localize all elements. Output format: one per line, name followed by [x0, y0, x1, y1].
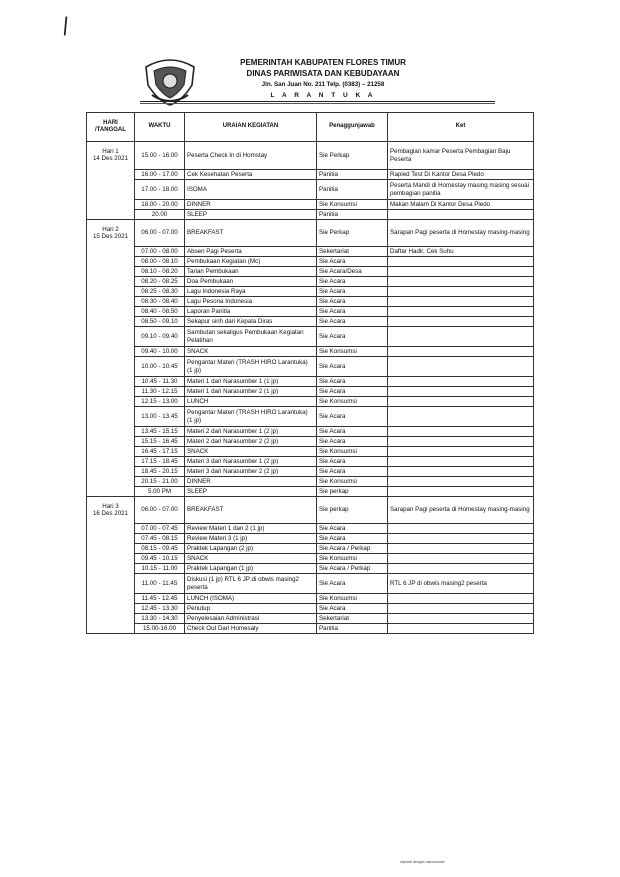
day-cell — [87, 574, 135, 594]
time-cell: 08.25 - 08.30 — [135, 287, 185, 297]
pic-cell: Sie perkap — [317, 487, 388, 497]
time-cell: 09.45 - 10.15 — [135, 554, 185, 564]
note-cell: Makan Malam Di Kantor Desa Pledo — [388, 200, 534, 210]
time-cell: 07.45 - 08.15 — [135, 534, 185, 544]
day-cell — [87, 317, 135, 327]
activity-cell: Materi 3 dari Narasumber 1 (2 jp) — [185, 457, 317, 467]
day-cell — [87, 297, 135, 307]
activity-cell: Pengantar Materi (TRASH HIRO Larantuka) (1 jp) — [185, 357, 317, 377]
note-cell — [388, 594, 534, 604]
day-cell — [87, 457, 135, 467]
day-cell — [87, 554, 135, 564]
day-cell — [87, 347, 135, 357]
note-cell — [388, 624, 534, 634]
activity-cell: Pembukaan Kegiatan (Mc) — [185, 257, 317, 267]
activity-cell: Tarian Pembukaan — [185, 267, 317, 277]
table-row — [87, 377, 534, 387]
pic-cell: Sie Acara — [317, 604, 388, 614]
table-row — [87, 220, 534, 247]
time-cell: 20.00 — [135, 210, 185, 220]
pic-cell: Sie perkap — [317, 497, 388, 524]
day-cell — [87, 614, 135, 624]
pic-cell: Sie Acara — [317, 327, 388, 347]
pic-cell: Sie Konsumsi — [317, 554, 388, 564]
day-cell — [87, 437, 135, 447]
note-cell: Rapied Test Di Kantor Desa Pledo — [388, 170, 534, 180]
pic-cell: Sie Acara — [317, 357, 388, 377]
activity-cell: Materi 2 dari Narasumber 1 (2 jp) — [185, 427, 317, 437]
pic-cell: Sie Perkap — [317, 142, 388, 170]
pic-cell: Panitia — [317, 180, 388, 200]
table-row — [87, 534, 534, 544]
pic-cell: Sie Acara / Perkap — [317, 564, 388, 574]
pic-cell: Sie Acara — [317, 257, 388, 267]
pic-cell: Sie Acara — [317, 534, 388, 544]
note-cell — [388, 287, 534, 297]
note-cell — [388, 397, 534, 407]
note-cell: Peserta Mandi di Homestay masing masing sesuai pembagian panitia — [388, 180, 534, 200]
activity-cell: Doa Pembukaan — [185, 277, 317, 287]
table-row — [87, 347, 534, 357]
time-cell: 20.15 - 21.00 — [135, 477, 185, 487]
header-rule-thin — [140, 103, 495, 104]
col-time-header: WAKTU — [135, 113, 185, 142]
activity-cell: Praktek Lapangan (2 jp) — [185, 544, 317, 554]
day-cell — [87, 397, 135, 407]
table-row — [87, 624, 534, 634]
note-cell — [388, 457, 534, 467]
time-cell: 12.45 - 13.30 — [135, 604, 185, 614]
time-cell: 10.15 - 11.00 — [135, 564, 185, 574]
pic-cell: Sekertariat — [317, 614, 388, 624]
activity-cell: SNACK — [185, 447, 317, 457]
note-cell — [388, 554, 534, 564]
activity-cell: Absen Pagi Peserta — [185, 247, 317, 257]
activity-cell: Diskusi (1 jp) RTL 6 JP di obwis masing2 peserta — [185, 574, 317, 594]
col-note-header: Ket — [388, 113, 534, 142]
col-activity-header: URAIAN KEGIATAN — [185, 113, 317, 142]
header-rule — [140, 101, 495, 102]
col-day-header: HARI /TANGGAL — [87, 113, 135, 142]
pic-cell: Sie Acara / Perkap — [317, 544, 388, 554]
emblem-logo — [142, 55, 198, 107]
col-pic-header: Penaggunjawab — [317, 113, 388, 142]
day-cell — [87, 477, 135, 487]
table-header-row — [87, 113, 534, 142]
pic-cell: Sie Acara — [317, 317, 388, 327]
table-row — [87, 447, 534, 457]
note-cell: Daftar Hadir, Cek Suhu — [388, 247, 534, 257]
day-cell — [87, 267, 135, 277]
time-cell: 10.00 - 10.45 — [135, 357, 185, 377]
activity-cell: BREAKFAST — [185, 497, 317, 524]
day-cell — [87, 357, 135, 377]
activity-cell: Laporan Panitia — [185, 307, 317, 317]
note-cell — [388, 487, 534, 497]
note-cell — [388, 477, 534, 487]
activity-cell: SNACK — [185, 347, 317, 357]
day-cell — [87, 487, 135, 497]
day-cell — [87, 377, 135, 387]
note-cell — [388, 267, 534, 277]
day-cell — [87, 467, 135, 477]
day-cell — [87, 287, 135, 297]
day-cell — [87, 427, 135, 437]
day-cell — [87, 407, 135, 427]
schedule-table — [86, 112, 534, 634]
note-cell — [388, 564, 534, 574]
table-row — [87, 594, 534, 604]
table-row — [87, 327, 534, 347]
table-row — [87, 267, 534, 277]
note-cell: RTL 6 JP di obwis masing2 peserta — [388, 574, 534, 594]
time-cell: 15.00 - 16.00 — [135, 142, 185, 170]
table-row — [87, 257, 534, 267]
time-cell: 13.00 - 13.45 — [135, 407, 185, 427]
time-cell: 08.30 - 08.40 — [135, 297, 185, 307]
pic-cell: Sie Acara/Desa — [317, 267, 388, 277]
table-row — [87, 554, 534, 564]
table-row — [87, 564, 534, 574]
time-cell: 13.30 - 14.30 — [135, 614, 185, 624]
table-row — [87, 142, 534, 170]
note-cell: Sarapan Pagi peserta di Homestay masing-masing — [388, 497, 534, 524]
table-row — [87, 387, 534, 397]
time-cell: 08.40 - 08.50 — [135, 307, 185, 317]
pic-cell: Panitia — [317, 170, 388, 180]
time-cell: 07.00 - 08.00 — [135, 247, 185, 257]
time-cell: 12.15 - 13.00 — [135, 397, 185, 407]
address-line: Jln. San Juan No. 211 Telp. (0383) – 21258 — [261, 81, 385, 88]
day-cell — [87, 307, 135, 317]
time-cell: 15.00-16.00 — [135, 624, 185, 634]
table-row — [87, 297, 534, 307]
pic-cell: Panitia — [317, 624, 388, 634]
day-cell: Hari 1 14 Des 2021 — [87, 142, 135, 170]
activity-cell: Penutup — [185, 604, 317, 614]
activity-cell: Review Materi 1 dan 2 (1 jp) — [185, 524, 317, 534]
activity-cell: Materi 1 dari Narasumber 1 (1 jp) — [185, 377, 317, 387]
activity-cell: DINNER — [185, 200, 317, 210]
pic-cell: Sie Acara — [317, 524, 388, 534]
pic-cell: Panitia — [317, 210, 388, 220]
pic-cell: Sie Acara — [317, 437, 388, 447]
time-cell: 15.15 - 16.45 — [135, 437, 185, 447]
note-cell — [388, 427, 534, 437]
table-row — [87, 200, 534, 210]
letterhead — [208, 57, 438, 101]
time-cell: 13.45 - 15.15 — [135, 427, 185, 437]
table-row — [87, 277, 534, 287]
time-cell: 08.50 - 09.10 — [135, 317, 185, 327]
activity-cell: Peserta Check In di Homstay — [185, 142, 317, 170]
day-cell — [87, 180, 135, 200]
table-row — [87, 437, 534, 447]
day-cell — [87, 604, 135, 614]
note-cell: Sarapan Pagi peserta di Homestay masing-masing — [388, 220, 534, 247]
note-cell — [388, 467, 534, 477]
activity-cell: Check Out Dari Homesaly — [185, 624, 317, 634]
day-cell — [87, 277, 135, 287]
time-cell: 18.00 - 20.00 — [135, 200, 185, 210]
table-row — [87, 287, 534, 297]
pic-cell: Sie Konsumsi — [317, 477, 388, 487]
day-cell: Hari 2 15 Des 2021 — [87, 220, 135, 247]
day-cell — [87, 544, 135, 554]
note-cell — [388, 407, 534, 427]
day-cell — [87, 200, 135, 210]
activity-cell: Lagu Pesona Indonesia — [185, 297, 317, 307]
table-row — [87, 614, 534, 624]
time-cell: 10.45 - 11.30 — [135, 377, 185, 387]
pic-cell: Sie Konsumsi — [317, 200, 388, 210]
activity-cell: SLEEP — [185, 210, 317, 220]
activity-cell: Penyelesaian Administrasi — [185, 614, 317, 624]
table-row — [87, 457, 534, 467]
day-cell — [87, 447, 135, 457]
note-cell — [388, 604, 534, 614]
time-cell: 07.00 - 07.45 — [135, 524, 185, 534]
activity-cell: Materi 3 dari Narasumber 2 (2 jp) — [185, 467, 317, 477]
day-cell — [87, 170, 135, 180]
activity-cell: SLEEP — [185, 487, 317, 497]
activity-cell: Materi 2 dari Narasumber 2 (2 jp) — [185, 437, 317, 447]
table-row — [87, 170, 534, 180]
time-cell: 17.15 - 18.45 — [135, 457, 185, 467]
activity-cell: Pengantar Materi (TRASH HIRO Larantuka) (1 jp) — [185, 407, 317, 427]
city-name: L A R A N T U K A — [270, 92, 376, 99]
pic-cell: Sie Acara — [317, 387, 388, 397]
pic-cell: Sie Acara — [317, 287, 388, 297]
activity-cell: Praktek Lapangan (1 jp) — [185, 564, 317, 574]
note-cell — [388, 357, 534, 377]
pic-cell: Sie Acara — [317, 297, 388, 307]
time-cell: 08.00 - 08.10 — [135, 257, 185, 267]
pen-mark: / — [59, 13, 72, 40]
pic-cell: Sie Konsumsi — [317, 397, 388, 407]
note-cell — [388, 544, 534, 554]
pic-cell: Sie Perkap — [317, 220, 388, 247]
note-cell — [388, 277, 534, 287]
table-row — [87, 497, 534, 524]
table-row — [87, 544, 534, 554]
pic-cell: Sie Konsumsi — [317, 594, 388, 604]
activity-cell: DINNER — [185, 477, 317, 487]
time-cell: 11.30 - 12.15 — [135, 387, 185, 397]
note-cell — [388, 534, 534, 544]
government-name: PEMERINTAH KABUPATEN FLORES TIMUR — [240, 58, 406, 67]
activity-cell: LUNCH (ISOMA) — [185, 594, 317, 604]
day-cell — [87, 257, 135, 267]
pic-cell: Sekertariat — [317, 247, 388, 257]
time-cell: 08.15 - 09.45 — [135, 544, 185, 554]
day-cell — [87, 624, 135, 634]
table-row — [87, 317, 534, 327]
time-cell: 17.00 - 18.00 — [135, 180, 185, 200]
time-cell: 16.45 - 17.15 — [135, 447, 185, 457]
table-row — [87, 247, 534, 257]
table-row — [87, 180, 534, 200]
day-cell — [87, 534, 135, 544]
day-cell — [87, 247, 135, 257]
time-cell: 06.00 - 07.00 — [135, 497, 185, 524]
time-cell: 11.45 - 12.45 — [135, 594, 185, 604]
note-cell — [388, 327, 534, 347]
day-cell — [87, 524, 135, 534]
table-row — [87, 210, 534, 220]
time-cell: 09.40 - 10.00 — [135, 347, 185, 357]
note-cell — [388, 447, 534, 457]
activity-cell: BREAKFAST — [185, 220, 317, 247]
pic-cell: Sie Acara — [317, 407, 388, 427]
note-cell — [388, 387, 534, 397]
activity-cell: Sekapur sirih dari Kepala Diras — [185, 317, 317, 327]
note-cell: Pembagian kamar Peserta Pembagian Baju Peserta — [388, 142, 534, 170]
note-cell — [388, 614, 534, 624]
table-row — [87, 574, 534, 594]
pic-cell: Sie Acara — [317, 457, 388, 467]
pic-cell: Sie Acara — [317, 307, 388, 317]
note-cell — [388, 307, 534, 317]
pic-cell: Sie Acara — [317, 467, 388, 477]
time-cell: 06.00 - 07.00 — [135, 220, 185, 247]
pic-cell: Sie Acara — [317, 574, 388, 594]
activity-cell: Lagu Indonesia Raya — [185, 287, 317, 297]
day-cell — [87, 387, 135, 397]
note-cell — [388, 317, 534, 327]
activity-cell: SNACK — [185, 554, 317, 564]
time-cell: 16.00 - 17.00 — [135, 170, 185, 180]
activity-cell: ISOMA — [185, 180, 317, 200]
pic-cell: Sie Acara — [317, 377, 388, 387]
activity-cell: LUNCH — [185, 397, 317, 407]
note-cell — [388, 437, 534, 447]
table-row — [87, 604, 534, 614]
day-cell — [87, 594, 135, 604]
department-name: DINAS PARIWISATA DAN KEBUDAYAAN — [246, 69, 400, 78]
table-row — [87, 427, 534, 437]
table-row — [87, 307, 534, 317]
time-cell: 09.10 - 09.40 — [135, 327, 185, 347]
activity-cell: Sambutan sekaligus Pembukaan Kegiatan Pelatihan — [185, 327, 317, 347]
note-cell — [388, 347, 534, 357]
day-cell — [87, 564, 135, 574]
note-cell — [388, 210, 534, 220]
activity-cell: Cek Kesehatan Peserta — [185, 170, 317, 180]
time-cell: 18.45 - 20.15 — [135, 467, 185, 477]
note-cell — [388, 257, 534, 267]
table-row — [87, 467, 534, 477]
time-cell: 08.10 - 08.20 — [135, 267, 185, 277]
table-row — [87, 487, 534, 497]
scanner-footer: dipindai dengan camscanner — [400, 860, 445, 864]
pic-cell: Sie Acara — [317, 277, 388, 287]
note-cell — [388, 377, 534, 387]
table-row — [87, 477, 534, 487]
table-row — [87, 524, 534, 534]
note-cell — [388, 297, 534, 307]
pic-cell: Sie Acara — [317, 427, 388, 437]
table-row — [87, 357, 534, 377]
day-cell — [87, 327, 135, 347]
activity-cell: Materi 1 dari Narasumber 2 (1 jp) — [185, 387, 317, 397]
time-cell: 11.00 - 11.45 — [135, 574, 185, 594]
table-row — [87, 407, 534, 427]
time-cell: 5.00 PM — [135, 487, 185, 497]
day-cell — [87, 210, 135, 220]
activity-cell: Review Materi 3 (1 jp) — [185, 534, 317, 544]
note-cell — [388, 524, 534, 534]
pic-cell: Sie Konsumsi — [317, 447, 388, 457]
time-cell: 08.20 - 08.25 — [135, 277, 185, 287]
table-row — [87, 397, 534, 407]
day-cell: Hari 3 16 Des 2021 — [87, 497, 135, 524]
pic-cell: Sie Konsumsi — [317, 347, 388, 357]
